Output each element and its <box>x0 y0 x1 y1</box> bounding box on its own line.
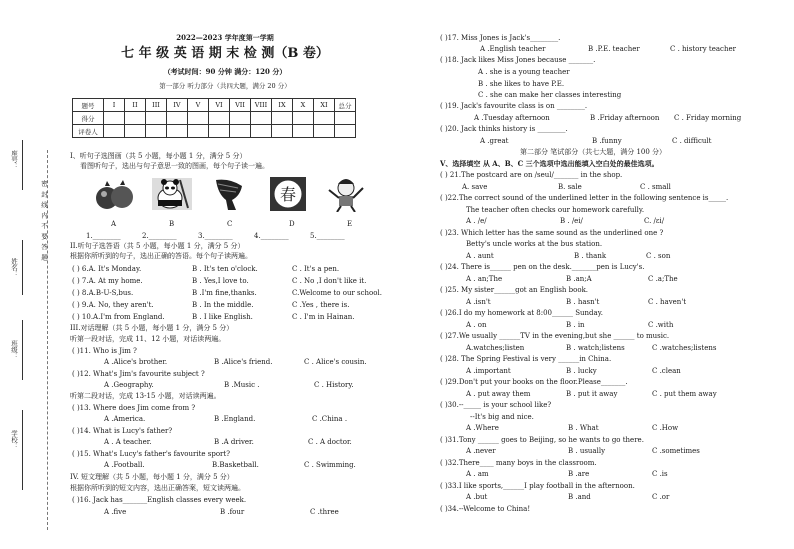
question-32-option-b[interactable]: B .are <box>568 470 590 478</box>
question-33: ( )33.I like sports,______I play football in the afternoon. <box>440 482 635 490</box>
question-25-option-c[interactable]: C . haven't <box>648 298 687 306</box>
question-8-option-b[interactable]: B .I'm fine,thanks. <box>192 289 257 297</box>
question-16-option-b[interactable]: B .four <box>220 508 245 516</box>
question-27-option-b[interactable]: B . watch;listens <box>566 344 625 352</box>
question-13-option-b[interactable]: B .England. <box>214 415 256 423</box>
picture-letter-a: A <box>111 220 117 228</box>
question-23-option-c[interactable]: C . son <box>646 252 671 260</box>
score-cell: V <box>188 99 209 112</box>
question-11-option-c[interactable]: C . Alice's cousin. <box>304 358 367 366</box>
question-24-option-a[interactable]: A . an;The <box>466 275 503 283</box>
score-row-label: 得分 <box>73 112 104 125</box>
question-22-option-a[interactable]: A . /e/ <box>466 217 487 225</box>
tomato-picture <box>92 176 136 212</box>
question-16-option-a[interactable]: A .five <box>104 508 127 516</box>
question-33-option-a[interactable]: A .but <box>466 493 488 501</box>
score-cell: X <box>293 99 314 112</box>
score-cell: VIII <box>251 99 272 112</box>
question-29-option-b[interactable]: B . put it away <box>566 390 618 398</box>
school-line <box>22 410 23 490</box>
question-24: ( )24. There is______ pen on the desk._______pen is Lucy's. <box>440 263 645 271</box>
score-cell: IV <box>167 99 188 112</box>
score-cell: VII <box>230 99 251 112</box>
question-28: ( )28. The Spring Festival is very ______in China. <box>440 355 612 363</box>
section2-desc: 根据你所听到的句子，选出正确的答语。每个句子读两遍。 <box>70 252 252 260</box>
question-6-option-b[interactable]: B . It's ten o'clock. <box>192 265 258 273</box>
question-21: ( ) 21.The postcard are on /seul/_______ in the shop. <box>440 171 623 179</box>
question-7-option-b[interactable]: B . Yes,I love to. <box>192 277 249 285</box>
question-12-option-a[interactable]: A .Geography. <box>104 381 154 389</box>
question-26: ( )26.I do my homework at 8:00______ Sunday. <box>440 309 603 317</box>
question-23: ( )23. Which letter has the same sound as the underlined one ? <box>440 229 664 237</box>
section4-desc: 根据你所听到的短文内容，选出正确答案，短文读两遍。 <box>70 484 245 492</box>
question-21-option-a[interactable]: A. save <box>462 183 488 191</box>
question-32: ( )32.There____ many boys in the classroom. <box>440 459 597 467</box>
question-28-option-c[interactable]: C .clean <box>652 367 681 375</box>
score-cell: II <box>125 99 146 112</box>
answer-blank-4[interactable]: 4.________ <box>254 232 289 240</box>
school-year: 2022—2023 学年度第一学期 <box>176 33 274 42</box>
question-25-option-b[interactable]: B . hasn't <box>566 298 600 306</box>
question-13-option-a[interactable]: A .America. <box>104 415 146 423</box>
question-11-option-b[interactable]: B .Alice's friend. <box>214 358 273 366</box>
question-12-option-b[interactable]: B .Music . <box>224 381 260 389</box>
question-30-option-a[interactable]: A .Where <box>466 424 499 432</box>
question-16-option-c[interactable]: C .three <box>310 508 339 516</box>
question-25-option-a[interactable]: A .isn't <box>466 298 491 306</box>
question-20: ( )20. Jack thinks history is ________. <box>440 125 568 133</box>
question-33-option-b[interactable]: B .and <box>568 493 591 501</box>
question-12: ( )12. What's Jim's favourite subject ? <box>72 370 205 378</box>
question-7: ( ) 7.A. At my home. <box>72 277 143 285</box>
question-22-sentence: The teacher often checks our homework carefully. <box>466 206 645 214</box>
question-15: ( )15. What's Lucy's father's favourite sport? <box>72 450 230 458</box>
spring-festival-picture <box>266 176 310 212</box>
question-10-option-c[interactable]: C . I'm in Hainan. <box>292 313 355 321</box>
question-6: ( ) 6.A. It's Monday. <box>72 265 142 273</box>
question-22-option-b[interactable]: B . /ei/ <box>560 217 583 225</box>
section4-title: IV. 短文理解（共 5 小题，每小题 1 分，满分 5 分） <box>70 473 234 481</box>
question-15-option-b[interactable]: B.Basketball. <box>212 461 259 469</box>
page-title: 七 年 级 英 语 期 末 检 测（B 卷） <box>121 46 329 61</box>
question-11-option-a[interactable]: A .Alice's brother. <box>104 358 168 366</box>
question-31-option-c[interactable]: C .sometimes <box>652 447 700 455</box>
part2-heading: 第二部分 笔试部分（共七大题，满分 100 分） <box>520 148 667 156</box>
question-14-option-a[interactable]: A . A teacher. <box>104 438 152 446</box>
question-26-option-a[interactable]: A . on <box>466 321 487 329</box>
question-18: ( )18. Jack likes Miss Jones because _______. <box>440 56 596 64</box>
question-19-option-a[interactable]: A .Tuesday afternoon <box>474 114 550 122</box>
question-34: ( )34.--Welcome to China! <box>440 505 531 513</box>
question-9-option-c[interactable]: C .Yes , there is. <box>292 301 350 309</box>
question-30: ( )30.--_____ is your school like? <box>440 401 552 409</box>
seat-line <box>22 140 23 190</box>
question-29: ( )29.Don't put your books on the floor.Please_______. <box>440 378 628 386</box>
section1-title: I、听句子选图画（共 5 小题，每小题 1 分，满分 5 分） <box>70 152 247 160</box>
question-15-option-c[interactable]: C . Swimming. <box>304 461 356 469</box>
score-table-row <box>73 99 356 112</box>
picture-letter-c: C <box>227 220 233 228</box>
question-30-reply: --It's big and nice. <box>470 413 534 421</box>
question-17-option-c[interactable]: C . history teacher <box>670 45 736 53</box>
question-18-option-a[interactable]: A . she is a young teacher <box>478 68 570 76</box>
question-13-option-c[interactable]: C .China . <box>312 415 348 423</box>
question-9: ( ) 9.A. No, they aren't. <box>72 301 154 309</box>
sealing-line-notice: 密 封 线 内 不 要 答 题 <box>40 180 48 262</box>
question-15-option-a[interactable]: A .Football. <box>104 461 145 469</box>
question-31-option-a[interactable]: A .never <box>466 447 496 455</box>
panda-picture <box>150 176 194 212</box>
question-10: ( ) 10.A.I'm from England. <box>72 313 165 321</box>
exam-time: （考试时间：90 分钟 满分：120 分） <box>163 67 287 76</box>
score-cell: IX <box>272 99 293 112</box>
answer-blank-1[interactable]: 1.________ <box>86 232 121 240</box>
svg-text:春: 春 <box>279 185 297 204</box>
school-label: 学校： <box>10 430 18 450</box>
section3-desc-1: 听第一段对话，完成 11、12 小题，对话读两遍。 <box>70 335 226 343</box>
question-12-option-c[interactable]: C . History. <box>314 381 354 389</box>
question-23-option-a[interactable]: A . aunt <box>466 252 494 260</box>
cartoon-boy-picture <box>324 176 368 212</box>
question-21-option-c[interactable]: C . small <box>640 183 671 191</box>
score-table-row <box>73 125 356 138</box>
picture-letter-d: D <box>289 220 295 228</box>
question-7-option-c[interactable]: C . No ,I don't like it. <box>292 277 367 285</box>
class-label: 班级： <box>10 340 18 360</box>
picture-letter-b: B <box>169 220 175 228</box>
question-19: ( )19. Jack's favourite class is on ________. <box>440 102 588 110</box>
question-20-option-c[interactable]: C . difficult <box>672 137 712 145</box>
answer-blank-2[interactable]: 2.________ <box>142 232 177 240</box>
question-31-option-b[interactable]: B . usually <box>568 447 606 455</box>
question-32-option-c[interactable]: C .is <box>652 470 668 478</box>
question-24-option-c[interactable]: C .a;The <box>648 275 678 283</box>
answer-blank-3[interactable]: 3.________ <box>198 232 233 240</box>
question-14: ( )14. What is Lucy's father? <box>72 427 173 435</box>
question-27: ( )27.We usually ______TV in the evening,but she ______ to music. <box>440 332 670 340</box>
question-19-option-b[interactable]: B .Friday afternoon <box>590 114 660 122</box>
score-cell: 总分 <box>335 99 356 112</box>
question-9-option-b[interactable]: B . In the middle. <box>192 301 254 309</box>
question-8-option-c[interactable]: C.Welcome to our school. <box>292 289 382 297</box>
question-29-option-a[interactable]: A . put away them <box>466 390 531 398</box>
scarf-picture <box>208 176 252 212</box>
score-cell: XI <box>314 99 335 112</box>
section5-title: V、选择填空 从 A、B、C 三个选项中选出能填入空白处的最佳选项。 <box>440 159 659 168</box>
score-cell: VI <box>209 99 230 112</box>
name-line <box>22 240 23 295</box>
question-20-option-a[interactable]: A .great <box>480 137 509 145</box>
question-8: ( ) 8.A.B-U-S,bus. <box>72 289 134 297</box>
seat-label: 座号： <box>10 150 18 170</box>
question-6-option-c[interactable]: C . It's a pen. <box>292 265 340 273</box>
question-21-option-b[interactable]: B. sale <box>558 183 582 191</box>
section3-desc-2: 听第二段对话，完成 13-15 小题，对话读两遍。 <box>70 392 221 400</box>
question-33-option-c[interactable]: C .or <box>652 493 670 501</box>
question-17: ( )17. Miss Jones is Jack's________. <box>440 34 561 42</box>
score-cell: I <box>104 99 125 112</box>
question-28-option-b[interactable]: B . lucky <box>566 367 597 375</box>
question-23-sentence: Betty's uncle works at the bus station. <box>466 240 603 248</box>
question-25: ( )25. My sister______got an English book. <box>440 286 589 294</box>
section3-title: III.对话理解（共 5 小题，每小题 1 分，满分 5 分） <box>70 324 234 332</box>
question-32-option-a[interactable]: A . am <box>466 470 489 478</box>
score-table <box>72 98 356 138</box>
class-line <box>22 320 23 380</box>
question-27-option-a[interactable]: A.watches;listen <box>466 344 525 352</box>
picture-letter-e: E <box>347 220 353 228</box>
question-19-option-c[interactable]: C . Friday morning <box>674 114 742 122</box>
question-13: ( )13. Where does Jim come from ? <box>72 404 196 412</box>
question-31: ( )31.Tony ______ goes to Beijing, so he wants to go there. <box>440 436 644 444</box>
grader-row-label: 评卷人 <box>73 125 104 138</box>
question-18-option-c[interactable]: C . she can make her classes interesting <box>478 91 622 99</box>
question-30-option-b[interactable]: B . What <box>568 424 599 432</box>
question-11: ( )11. Who is Jim ? <box>72 347 137 355</box>
question-24-option-b[interactable]: B .an;A <box>566 275 592 283</box>
question-16: ( )16. Jack has_______English classes every week. <box>72 496 247 504</box>
question-29-option-c[interactable]: C . put them away <box>652 390 717 398</box>
score-table-row <box>73 112 356 125</box>
question-17-option-a[interactable]: A .English teacher <box>480 45 546 53</box>
answer-blank-5[interactable]: 5.________ <box>310 232 345 240</box>
part1-heading: 第一部分 听力部分（共四大题，满分 20 分） <box>159 82 291 90</box>
question-22-option-c[interactable]: C. /εi/ <box>644 217 665 225</box>
question-26-option-b[interactable]: B . in <box>566 321 585 329</box>
question-10-option-b[interactable]: B . I like English. <box>192 313 253 321</box>
question-22: ( )22.The correct sound of the underlined letter in the following sentence is_____. <box>440 194 729 202</box>
question-14-option-b[interactable]: B .A driver. <box>214 438 254 446</box>
question-17-option-b[interactable]: B .P.E. teacher <box>588 45 640 53</box>
score-cell: 题号 <box>73 99 104 112</box>
question-14-option-c[interactable]: C . A doctor. <box>308 438 352 446</box>
question-26-option-c[interactable]: C .with <box>648 321 674 329</box>
question-30-option-c[interactable]: C .How <box>652 424 679 432</box>
name-label: 姓名： <box>10 258 18 278</box>
question-20-option-b[interactable]: B .funny <box>592 137 622 145</box>
section2-title: II.听句子选答语（共 5 小题，每小题 1 分，满分 5 分） <box>70 242 245 250</box>
score-cell: III <box>146 99 167 112</box>
question-18-option-b[interactable]: B . she likes to have P.E. <box>478 80 565 88</box>
question-28-option-a[interactable]: A .important <box>466 367 511 375</box>
section1-desc: 看图听句子，选出与句子意思一致的图画，每个句子读一遍。 <box>80 162 269 170</box>
question-27-option-c[interactable]: C .watches;listens <box>652 344 717 352</box>
question-23-option-b[interactable]: B . thank <box>574 252 607 260</box>
